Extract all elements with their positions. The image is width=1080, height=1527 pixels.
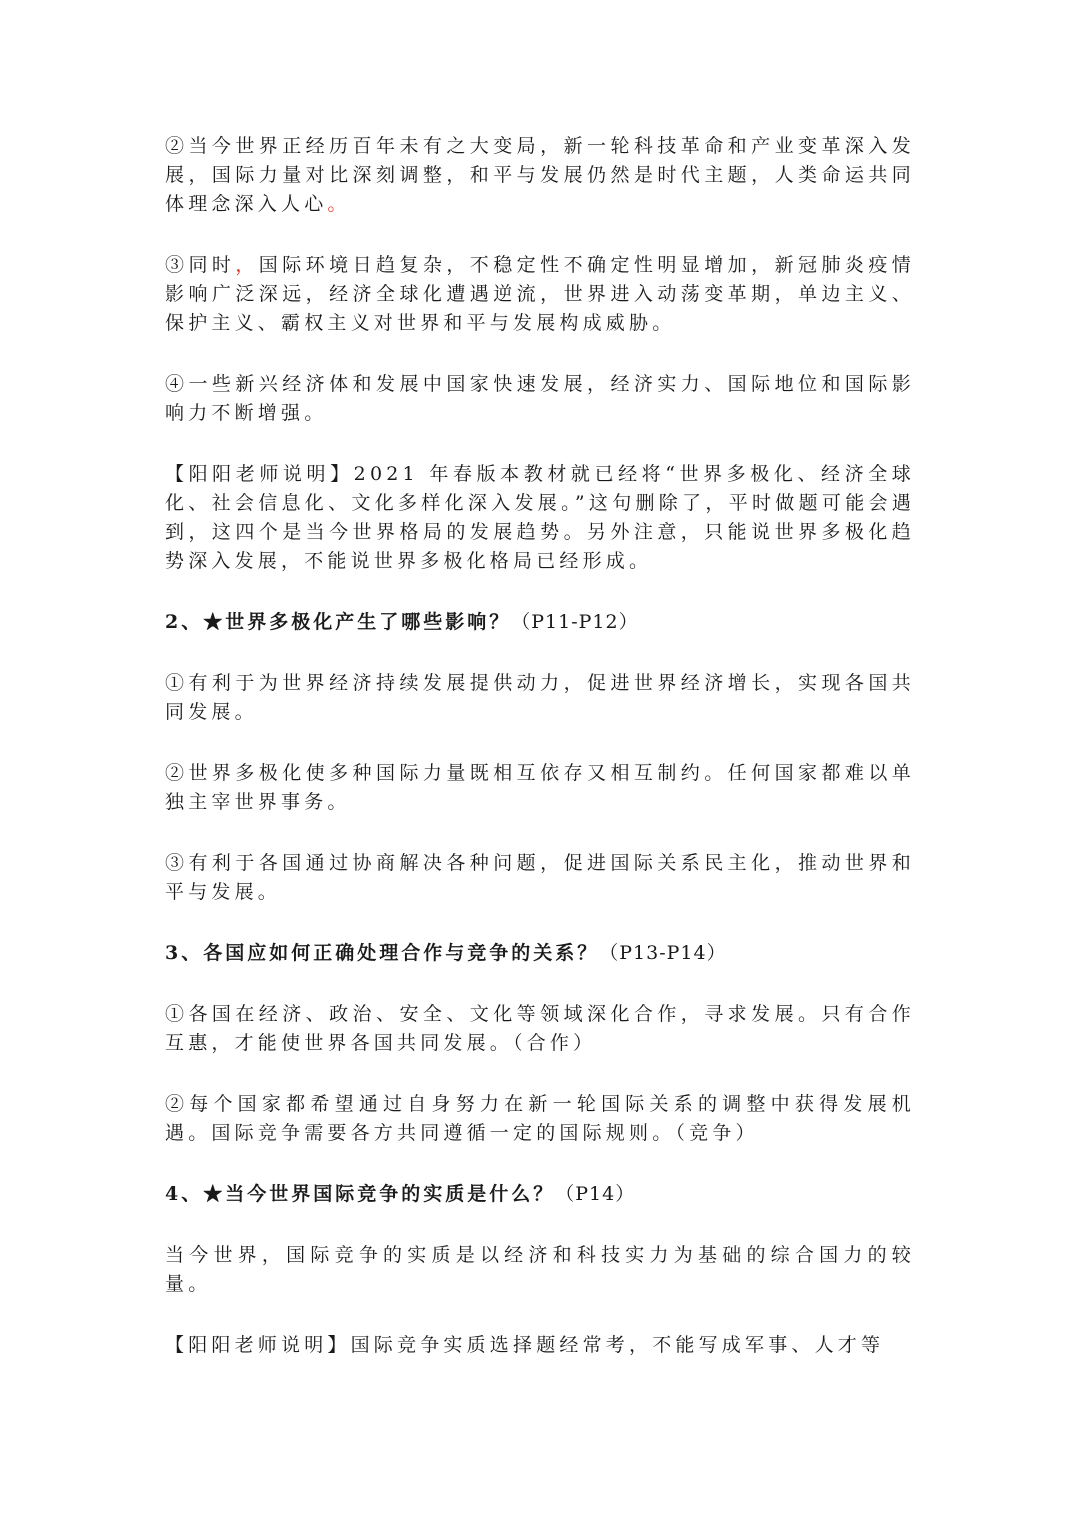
heading-title: 4、★当今世界国际竞争的实质是什么？ xyxy=(165,1183,556,1205)
answer-4-1: 当今世界，国际竞争的实质是以经济和科技实力为基础的综合国力的较量。 xyxy=(165,1244,915,1295)
teacher-note-2: 【阳阳老师说明】国际竞争实质选择题经常考，不能写成军事、人才等 xyxy=(165,1334,885,1356)
heading-title: 3、各国应如何正确处理合作与竞争的关系？ xyxy=(165,942,600,964)
red-period: 。 xyxy=(327,193,351,215)
paragraph-world-change xyxy=(165,132,915,219)
page-reference: （P14） xyxy=(555,1183,636,1205)
answer-2-1: ①有利于为世界经济持续发展提供动力，促进世界经济增长，实现各国共同发展。 xyxy=(165,672,915,723)
answer-2-2: ②世界多极化使多种国际力量既相互依存又相互制约。任何国家都难以单独主宰世界事务。 xyxy=(165,762,915,813)
page-reference: （P13-P14） xyxy=(599,942,727,964)
question-heading-4 xyxy=(165,1180,915,1209)
paragraph-text: 国际环境日趋复杂，不稳定性不确定性明显增加，新冠肺炎疫情影响广泛深远，经济全球化遭遇逆流，世界进入动荡变革期，单边主义、保护主义、霸权主义对世界和平与发展构成威胁。 xyxy=(165,254,915,334)
document-page xyxy=(165,132,915,1392)
paragraph-text: ②当今世界正经历百年未有之大变局，新一轮科技革命和产业变革深入发展，国际力量对比深刻调整，和平与发展仍然是时代主题，人类命运共同体理念深入人心 xyxy=(165,135,915,215)
teacher-note-1: 【阳阳老师说明】2021 年春版本教材就已经将“世界多极化、经济全球化、社会信息化、文化多样化深入发展。”这句删除了，平时做题可能会遇到，这四个是当今世界格局的发展趋势。另外注意，只能说世界多极化趋势深入发展，不能说世界多极化格局已经形成。 xyxy=(165,463,915,572)
answer-3-2: ②每个国家都希望通过自身努力在新一轮国际关系的调整中获得发展机遇。国际竞争需要各方共同遵循一定的国际规则。（竞争） xyxy=(165,1093,915,1144)
paragraph-emerging-economies: ④一些新兴经济体和发展中国家快速发展，经济实力、国际地位和国际影响力不断增强。 xyxy=(165,373,915,424)
page-reference: （P11-P12） xyxy=(511,611,639,633)
question-heading-3 xyxy=(165,939,915,968)
question-heading-2 xyxy=(165,608,915,637)
answer-2-3: ③有利于各国通过协商解决各种问题，促进国际关系民主化，推动世界和平与发展。 xyxy=(165,852,915,903)
paragraph-international-environment xyxy=(165,251,915,338)
paragraph-lead: ③同时 xyxy=(165,254,236,276)
heading-title: 2、★世界多极化产生了哪些影响？ xyxy=(165,611,512,633)
answer-3-1: ①各国在经济、政治、安全、文化等领域深化合作，寻求发展。只有合作互惠，才能使世界各国共同发展。（合作） xyxy=(165,1003,915,1054)
red-comma: ， xyxy=(235,254,259,276)
